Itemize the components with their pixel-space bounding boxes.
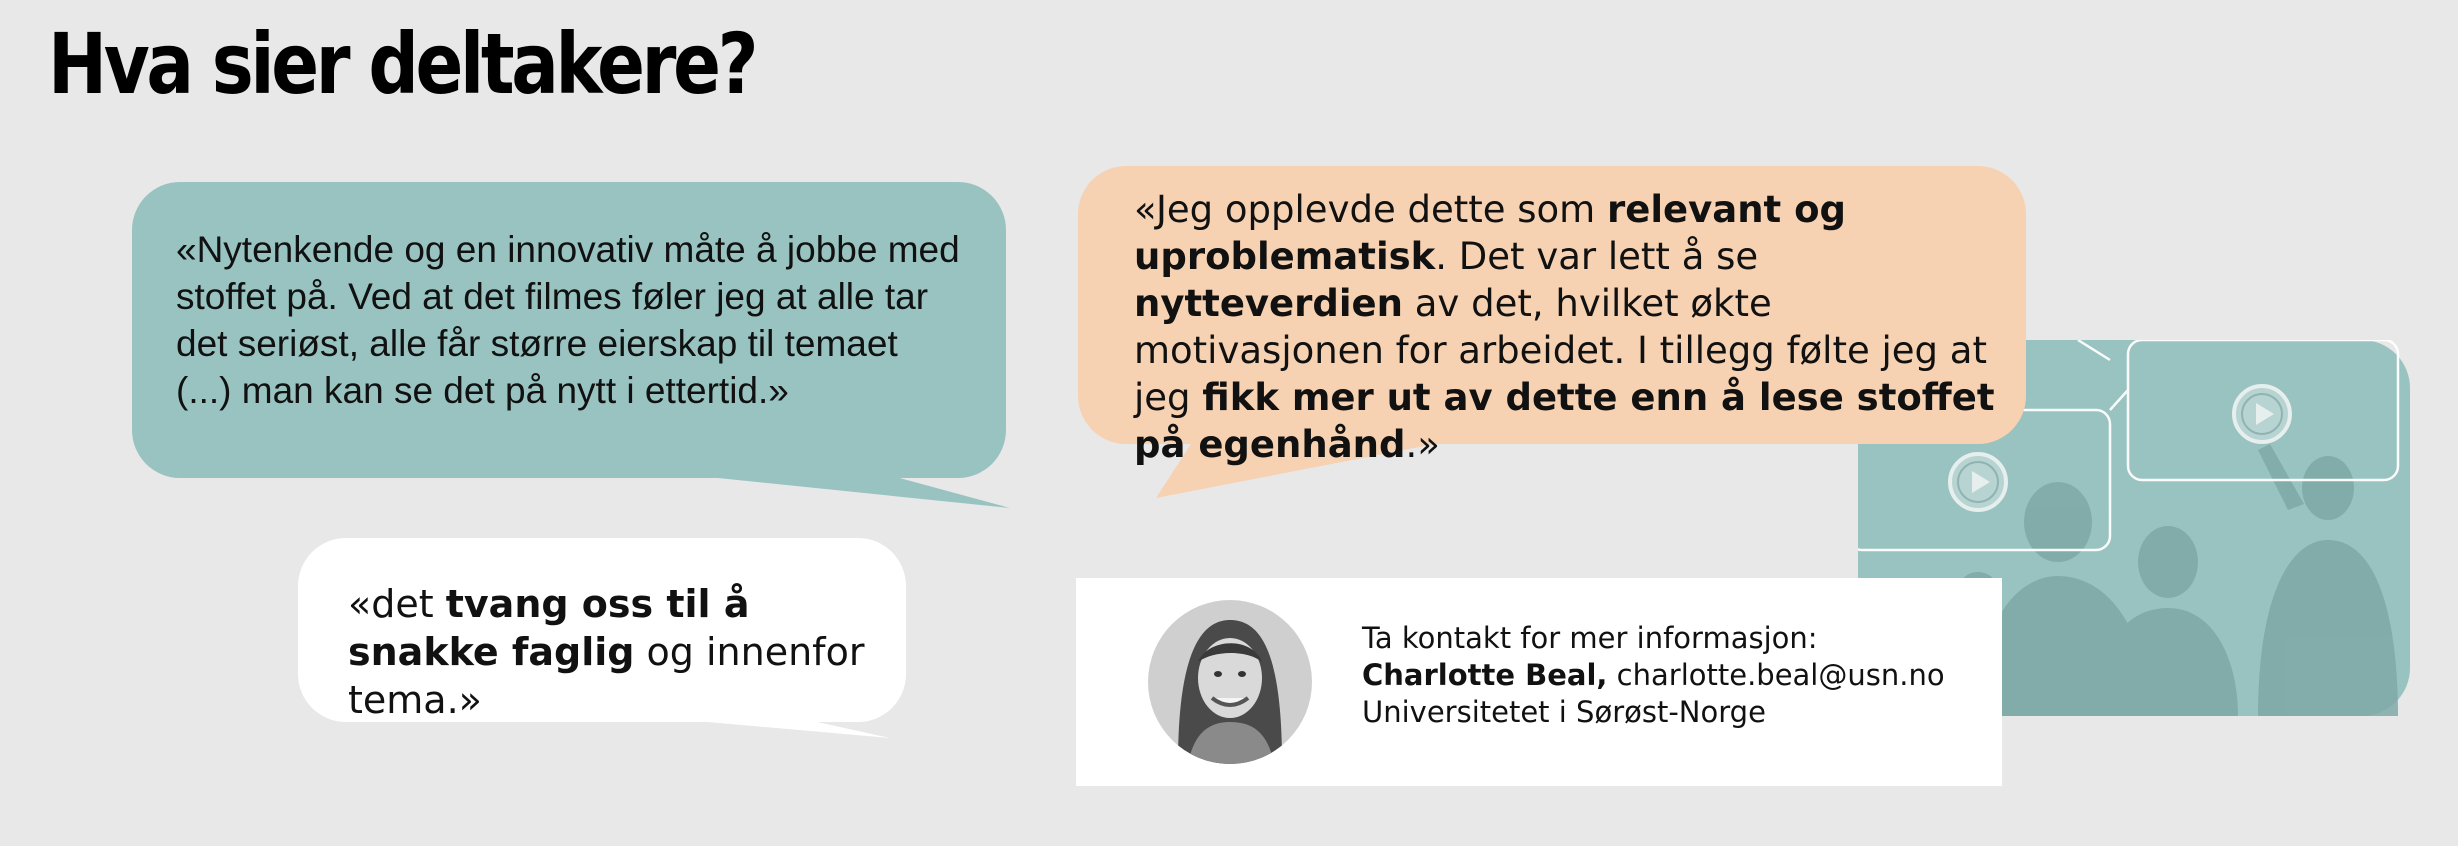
quote-emphasis: tvang oss til å snakke faglig bbox=[348, 582, 750, 674]
avatar bbox=[1148, 600, 1312, 764]
quote-emphasis: fikk mer ut av dette enn å lese stoffet på egenhånd bbox=[1134, 376, 1995, 466]
play-icon[interactable] bbox=[2230, 382, 2294, 446]
contact-email[interactable]: charlotte.beal@usn.no bbox=[1616, 658, 1945, 692]
contact-intro: Ta kontakt for mer informasjon: bbox=[1362, 621, 1818, 655]
contact-info bbox=[1362, 620, 1945, 731]
contact-organization: Universitetet i Sørøst-Norge bbox=[1362, 695, 1766, 729]
quote-emphasis: nytteverdien bbox=[1134, 282, 1403, 325]
quote-text: «Jeg opplevde dette som bbox=[1134, 188, 1607, 231]
page-title: Hva sier deltakere? bbox=[48, 15, 756, 113]
quote-text: «det bbox=[348, 582, 446, 626]
quote-text: og innenfor tema.» bbox=[348, 630, 865, 722]
contact-name: Charlotte Beal, bbox=[1362, 658, 1608, 692]
quote-text: .» bbox=[1405, 423, 1440, 466]
quote-bubble-white bbox=[298, 538, 906, 722]
quote-text: «Nytenkende og en innovativ måte å jobbe med stoffet på. Ved at det filmes føler jeg at alle tar det seriøst, alle får større eierskap til temaet (...) man kan se det på nytt i ettertid.» bbox=[176, 229, 960, 411]
play-icon[interactable] bbox=[1946, 450, 2010, 514]
quote-bubble-teal bbox=[132, 182, 1006, 478]
contact-card bbox=[1076, 578, 2002, 786]
quote-text: . Det var lett å se bbox=[1435, 235, 1759, 278]
quote-text: av det, hvilket økte motivasjonen for arbeidet. I tillegg følte jeg at jeg bbox=[1134, 282, 1987, 419]
quote-emphasis: relevant og uproblematisk bbox=[1134, 188, 1847, 278]
quote-bubble-peach bbox=[1078, 166, 2026, 466]
